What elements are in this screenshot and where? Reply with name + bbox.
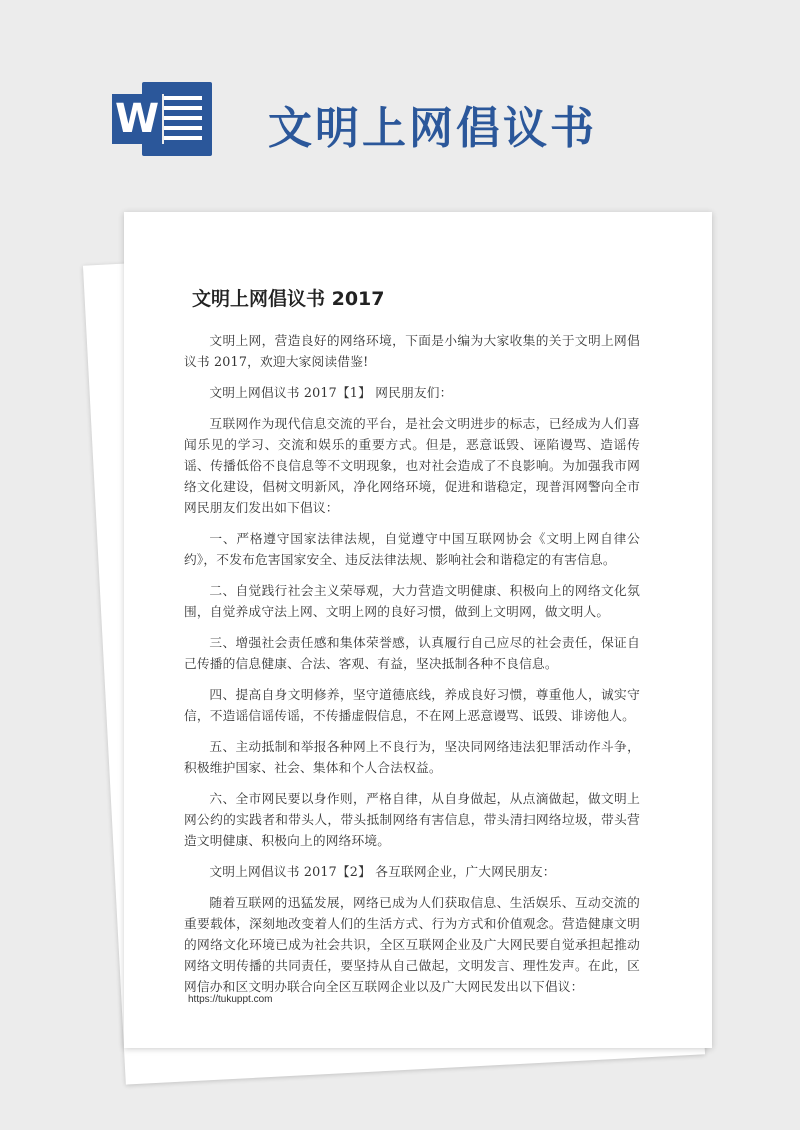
footer-url[interactable]: https://tukuppt.com	[188, 994, 273, 1005]
page-title: 文明上网倡议书	[268, 103, 597, 154]
paragraph: 四、提高自身文明修养，坚守道德底线，养成良好习惯，尊重他人，诚实守信，不造谣信谣传谣，不传播虚假信息，不在网上恶意谩骂、诋毁、诽谤他人。	[184, 687, 640, 723]
paragraph: 六、全市网民要以身作则，严格自律，从自身做起，从点滴做起，做文明上网公约的实践者和带头人，带头抵制网络有害信息，带头清扫网络垃圾，带头营造文明健康、积极向上的网络环境。	[184, 791, 640, 848]
header	[0, 0, 800, 200]
paragraph: 互联网作为现代信息交流的平台，是社会文明进步的标志，已经成为人们喜闻乐见的学习、交流和娱乐的重要方式。但是，恶意诋毁、诬陷谩骂、造谣传谣、传播低俗不良信息等不文明现象，也对社会造成了不良影响。为加强我市网络文化建设，倡树文明新风，净化网络环境，促进和谐稳定，现普洱网警向全市网民朋友们发出如下倡议：	[184, 416, 640, 515]
document-page	[124, 212, 712, 1048]
word-document-icon	[112, 82, 212, 156]
word-icon-line	[158, 116, 202, 120]
word-icon-line	[158, 136, 202, 140]
word-icon-line	[158, 96, 202, 100]
word-icon-line	[158, 126, 202, 130]
paragraph: 文明上网倡议书 2017【1】 网民朋友们：	[209, 385, 453, 400]
paragraph: 五、主动抵制和举报各种网上不良行为，坚决同网络违法犯罪活动作斗争，积极维护国家、社会、集体和个人合法权益。	[184, 739, 640, 775]
paragraph: 二、自觉践行社会主义荣辱观，大力营造文明健康、积极向上的网络文化氛围，自觉养成守法上网、文明上网的良好习惯，做到上文明网，做文明人。	[184, 583, 640, 619]
document-title: 文明上网倡议书 2017	[192, 288, 385, 310]
word-icon-line	[158, 106, 202, 110]
paragraph: 随着互联网的迅猛发展，网络已成为人们获取信息、生活娱乐、互动交流的重要载体，深刻地改变着人们的生活方式、行为方式和价值观念。营造健康文明的网络文化环境已成为社会共识，全区互联网企业及广大网民要自觉承担起推动网络文明传播的共同责任，要坚持从自己做起，文明发言、理性发声。在此，区网信办和区文明办联合向全区互联网企业以及广大网民发出以下倡议：	[184, 895, 640, 994]
paragraph: 文明上网倡议书 2017【2】 各互联网企业，广大网民朋友：	[209, 864, 556, 879]
document-body	[184, 330, 640, 1007]
paragraph: 一、严格遵守国家法律法规，自觉遵守中国互联网协会《文明上网自律公约》，不发布危害国家安全、违反法律法规、影响社会和谐稳定的有害信息。	[184, 531, 640, 567]
paragraph: 三、增强社会责任感和集体荣誉感，认真履行自己应尽的社会责任，保证自己传播的信息健康、合法、客观、有益，坚决抵制各种不良信息。	[184, 635, 640, 671]
word-icon-letter: W	[112, 94, 162, 144]
paragraph: 文明上网，营造良好的网络环境，下面是小编为大家收集的关于文明上网倡议书 2017，欢迎大家阅读借鉴!	[184, 333, 640, 369]
